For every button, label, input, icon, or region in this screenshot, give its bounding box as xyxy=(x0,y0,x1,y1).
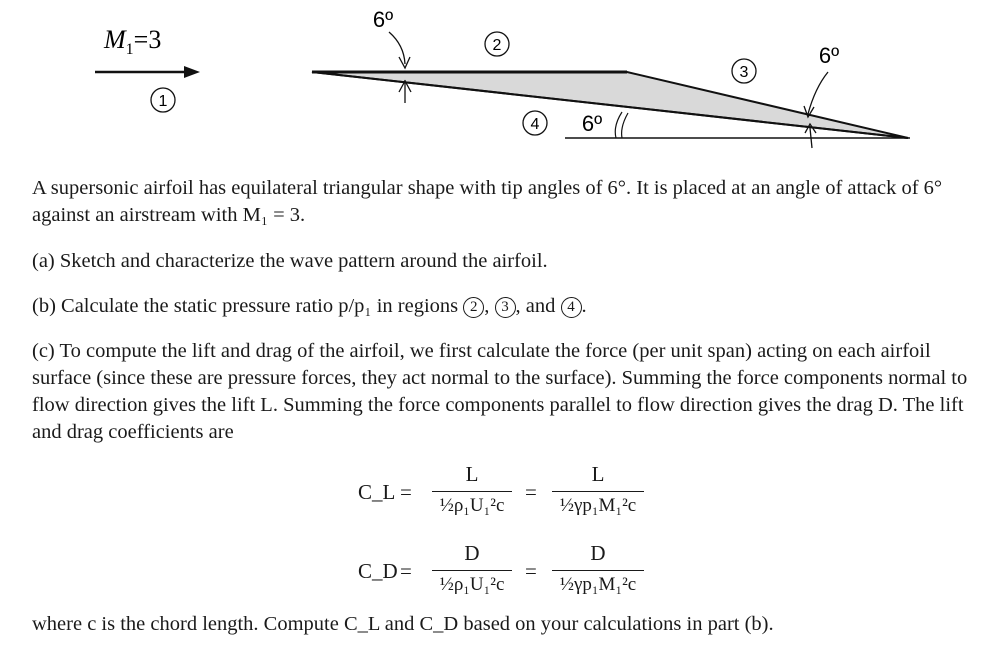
cl-numerator-2: L xyxy=(591,462,605,486)
angle-arc-inner xyxy=(622,113,628,138)
part-c: (c) To compute the lift and drag of the airfoil, we first calculate the force (per unit span) acting on each airfoil surface (since these are pressure forces, they act normal to the surface). Summing the force components normal to flow direction gives the lift L. Summing the force components parallel to flow direction gives the drag D. The lift and drag coefficients are xyxy=(32,340,968,443)
part-b-and: and xyxy=(525,295,556,317)
cl-denominator-2: ½γp₁M₁²c xyxy=(559,495,637,516)
part-a: (a) Sketch and characterize the wave pattern around the airfoil. xyxy=(32,250,548,272)
fraction-bar xyxy=(432,570,512,571)
region-4-label: 4 xyxy=(530,116,540,133)
angle-arc-outer xyxy=(615,112,622,138)
cd-lhs: C_D xyxy=(358,559,398,583)
flow-arrow-head xyxy=(184,66,200,78)
fraction-bar xyxy=(552,491,644,492)
cd-denominator-1: ½ρ₁U₁²c xyxy=(439,574,505,595)
equals-sign: = xyxy=(400,559,412,583)
cd-numerator-2: D xyxy=(590,541,606,565)
region-3-label: 3 xyxy=(739,64,749,81)
region-3-ref: 3 xyxy=(495,297,516,318)
fraction-bar xyxy=(432,491,512,492)
fraction-bar xyxy=(552,570,644,571)
equals-sign: = xyxy=(400,480,412,504)
part-b: (b) Calculate the static pressure ratio p/p₁ in regions 2 , 3 , and 4 . xyxy=(32,295,587,317)
cl-denominator-1: ½ρ₁U₁²c xyxy=(439,495,505,516)
equals-sign: = xyxy=(525,480,537,504)
cd-numerator-1: D xyxy=(464,541,480,565)
region-2-ref: 2 xyxy=(463,297,484,318)
region-4-ref: 4 xyxy=(561,297,582,318)
problem-statement: A supersonic airfoil has equilateral triangular shape with tip angles of 6°. It is placed at an angle of attack of 6° against an airstream with M₁ = 3. xyxy=(32,177,943,226)
final-instruction: where c is the chord length. Compute C_L and C_D based on your calculations in part (b). xyxy=(32,613,774,635)
airfoil-figure xyxy=(0,0,985,170)
region-1-label: 1 xyxy=(158,93,168,110)
free-stream-mach-label: $M_1=3$ xyxy=(104,25,162,58)
equals-sign: = xyxy=(525,559,537,583)
angle-of-attack-label: 6º xyxy=(581,111,603,136)
part-b-text: (b) Calculate the static pressure ratio p/p₁ in regions xyxy=(32,295,459,317)
leading-edge-angle-label: 6º xyxy=(372,7,394,32)
cl-numerator-1: L xyxy=(465,462,479,486)
leading-edge-arrow-top xyxy=(389,32,405,64)
region-2-label: 2 xyxy=(492,37,502,54)
trailing-edge-angle-label: 6º xyxy=(818,43,840,68)
cd-denominator-2: ½γp₁M₁²c xyxy=(559,574,637,595)
trailing-edge-arrow-top xyxy=(808,72,828,114)
cl-lhs: C_L xyxy=(358,480,396,504)
